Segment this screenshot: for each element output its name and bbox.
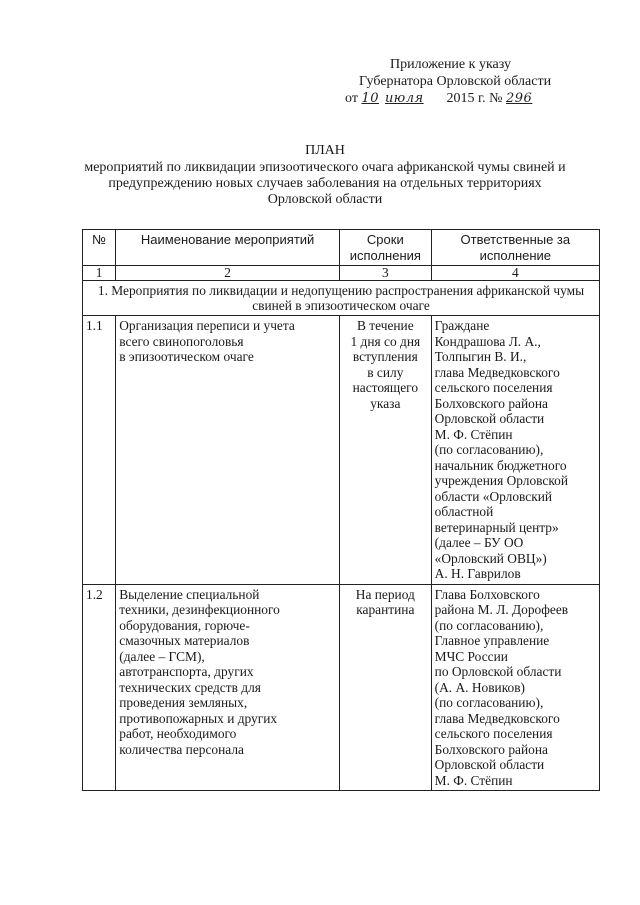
appendix-line-1: Приложение к указу [390,57,511,72]
row-number: 1.1 [83,316,116,585]
header-cell-number: № [83,230,116,266]
section-row [83,281,600,316]
date-day-handwritten: 10 [361,91,379,106]
appendix-date-line [345,90,595,107]
index-cell-3: 3 [339,266,431,281]
row-term: В течение 1 дня со дня вступления в силу настоящего указа [339,316,431,585]
title-subtitle: мероприятий по ликвидации эпизоотического очага африканской чумы свиней и предупреждению новых случаев заболевания на отдельных территориях Орловской области [84,160,566,207]
row-term: На период карантина [339,584,431,791]
table-row [83,316,600,585]
index-cell-4: 4 [431,266,599,281]
index-cell-1: 1 [83,266,116,281]
section-heading: 1. Мероприятия по ликвидации и недопущению распространения африканской чумы свиней в эпизоотическом очаге [83,281,600,316]
index-cell-2: 2 [116,266,340,281]
date-month-handwritten: июля [384,91,424,106]
table-header-row [83,230,600,266]
date-year: 2015 г. № [446,91,503,106]
row-name: Организация переписи и учета всего свинопоголовья в эпизоотическом очаге [116,316,340,585]
title-plan: ПЛАН [305,143,345,158]
table-index-row [83,266,600,281]
row-name: Выделение специальной техники, дезинфекционного оборудования, горюче- смазочных материалов (далее – ГСМ), автотранспорта, других технических средств для проведения земляных, противопожарных и других работ, необходимого количества персонала [116,584,340,791]
header-cell-name: Наименование мероприятий [116,230,340,266]
header-cell-term: Сроки исполнения [339,230,431,266]
appendix-line-2: Губернатора Орловской области [359,74,552,89]
date-prefix: от [345,91,358,106]
plan-table [82,229,600,791]
appendix-header [345,56,595,107]
row-number: 1.2 [83,584,116,791]
row-responsible: Глава Болховского района М. Л. Дорофеев (по согласованию), Главное управление МЧС России по Орловской области (А. А. Новиков) (по согласованию), глава Медведковского сельского поселения Болховского района Орловской области М. Ф. Стёпин [431,584,599,791]
table-row [83,584,600,791]
document-title [80,143,570,208]
header-cell-responsible: Ответственные за исполнение [431,230,599,266]
doc-number-handwritten: 296 [505,91,533,106]
row-responsible: Граждане Кондрашова Л. А., Толпыгин В. И., глава Медведковского сельского поселения Болховского района Орловской области М. Ф. Стёпин (по согласованию), начальник бюджетного учреждения Орловской области «Орловский областной ветеринарный центр» (далее – БУ ОО «Орловский ОВЦ») А. Н. Гаврилов [431,316,599,585]
